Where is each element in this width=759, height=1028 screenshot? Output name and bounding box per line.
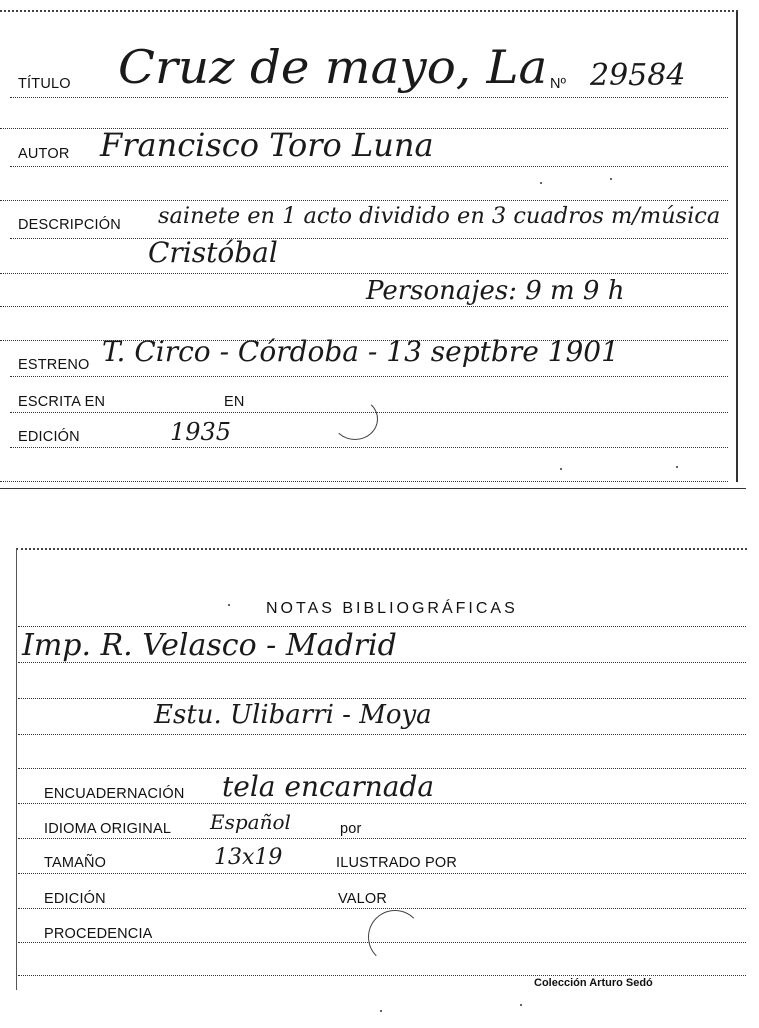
speck [380, 1010, 382, 1012]
tamano-value: 13x19 [214, 845, 283, 870]
rule [10, 238, 728, 239]
descripcion-line1: sainete en 1 acto dividido en 3 cuadros m/música [158, 204, 721, 229]
speck [560, 468, 562, 470]
rule [18, 768, 746, 769]
rule [0, 273, 728, 274]
rule [10, 376, 728, 377]
titulo-label: TÍTULO [18, 76, 71, 92]
notas-title: NOTAS BIBLIOGRÁFICAS [266, 600, 518, 617]
titulo-value: Cruz de mayo, La [118, 40, 548, 94]
speck [676, 466, 678, 468]
autor-label: AUTOR [18, 146, 70, 162]
descripcion-label: DESCRIPCIÓN [18, 217, 121, 233]
idioma-label: IDIOMA ORIGINAL [44, 821, 172, 837]
ilustrado-label: ILUSTRADO POR [336, 855, 458, 871]
rule [0, 200, 728, 201]
rule [0, 306, 728, 307]
estreno-value: T. Circo - Córdoba - 13 septbre 1901 [102, 335, 619, 368]
collection-credit: Colección Arturo Sedó [534, 977, 653, 989]
speck [540, 182, 542, 184]
encuadernacion-label: ENCUADERNACIÓN [44, 786, 185, 802]
edicion-value: 1935 [170, 418, 232, 446]
punch-hole-mark [332, 398, 378, 440]
en-label: EN [224, 394, 245, 410]
tamano-label: TAMAÑO [44, 855, 107, 871]
rule [18, 698, 746, 699]
escrita-en-label: ESCRITA EN [18, 394, 106, 410]
rule [18, 838, 746, 839]
encuadernacion-value: tela encarnada [222, 770, 435, 803]
rule [18, 803, 746, 804]
rule [18, 734, 746, 735]
estreno-label: ESTRENO [18, 357, 90, 373]
rule [10, 166, 728, 167]
rule [18, 975, 746, 976]
numero-value: 29584 [590, 58, 686, 93]
edicion-label: EDICIÓN [18, 429, 80, 445]
nota-line1: Imp. R. Velasco - Madrid [22, 628, 397, 663]
punch-hole-mark [368, 910, 422, 964]
rule [18, 873, 746, 874]
rule [18, 908, 746, 909]
descripcion-line2: Cristóbal [148, 236, 278, 269]
procedencia-label: PROCEDENCIA [44, 926, 153, 942]
speck [520, 1004, 522, 1006]
rule [0, 481, 728, 482]
edicion-bottom-label: EDICIÓN [44, 891, 106, 907]
nota-line2: Estu. Ulibarri - Moya [154, 700, 432, 730]
autor-value: Francisco Toro Luna [100, 126, 434, 164]
speck [228, 604, 230, 606]
speck [610, 178, 612, 180]
por-label: por [340, 821, 362, 837]
idioma-value: Español [210, 810, 291, 834]
rule [10, 447, 728, 448]
descripcion-line3: Personajes: 9 m 9 h [366, 276, 625, 306]
valor-label: VALOR [338, 891, 388, 907]
card-edge [0, 488, 746, 489]
numero-label: Nº [550, 76, 567, 92]
rule [18, 626, 746, 627]
rule [10, 97, 728, 98]
